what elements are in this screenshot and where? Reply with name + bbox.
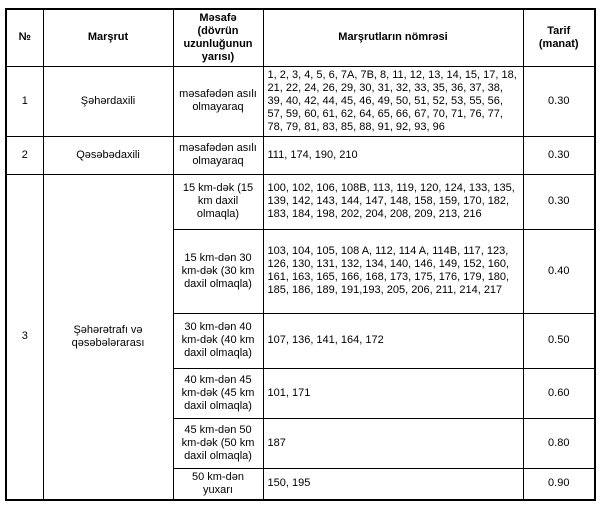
header-tariff: Tarif (manat): [523, 9, 595, 66]
row3-sub5-distance: 45 km-dən 50 km-dək (50 km daxil olmaqla): [173, 418, 263, 468]
row3-sub1-tariff: 0.30: [523, 174, 595, 229]
header-route: Marşrut: [43, 9, 173, 66]
row2-no: 2: [6, 136, 43, 174]
row3-sub3-tariff: 0.50: [523, 313, 595, 368]
row1-route: Şəhərdaxili: [43, 66, 173, 136]
row3-sub3-numbers: 107, 136, 141, 164, 172: [263, 313, 523, 368]
header-distance: Məsafə (dövrün uzunluğunun yarısı): [173, 9, 263, 66]
route-tariff-table: [5, 8, 596, 501]
row3-sub6-numbers: 150, 195: [263, 468, 523, 499]
row2-tariff: 0.30: [523, 136, 595, 174]
row3-sub4-tariff: 0.60: [523, 368, 595, 418]
row2-distance: məsafədən asılı olmayaraq: [173, 136, 263, 174]
row3-route: Şəhərətrafı və qəsəbələrarası: [43, 174, 173, 499]
row3-sub5-tariff: 0.80: [523, 418, 595, 468]
row3-no: 3: [6, 174, 43, 499]
row3-sub4-numbers: 101, 171: [263, 368, 523, 418]
table-header-row: [6, 9, 595, 66]
row3-sub2-distance: 15 km-dən 30 km-dək (30 km daxil olmaqla): [173, 229, 263, 313]
row3-sub2-numbers: 103, 104, 105, 108 A, 112, 114 A, 114B, 117, 123, 126, 130, 131, 132, 134, 140, 146, 149, 152, 160, 161, 163, 165, 166, 168, 173, 175, 176, 179, 180, 185, 186, 189, 191,193, 205, 206, 211, 214, 217: [263, 229, 523, 313]
table-row: [6, 174, 595, 229]
row2-numbers: 111, 174, 190, 210: [263, 136, 523, 174]
header-route-numbers: Marşrutların nömrəsi: [263, 9, 523, 66]
row3-sub4-distance: 40 km-dən 45 km-dək (45 km daxil olmaqla): [173, 368, 263, 418]
row3-sub6-tariff: 0.90: [523, 468, 595, 499]
row1-distance: məsafədən asılı olmayaraq: [173, 66, 263, 136]
row3-sub2-tariff: 0.40: [523, 229, 595, 313]
row1-numbers: 1, 2, 3, 4, 5, 6, 7A, 7B, 8, 11, 12, 13, 14, 15, 17, 18, 21, 22, 24, 26, 29, 30, 31, 32, 33, 35, 36, 37, 38, 39, 40, 42, 44, 45, 46, 49, 50, 51, 52, 53, 55, 56, 57, 59, 60, 61, 62, 64, 65, 66, 67, 70, 71, 76, 77, 78, 79, 81, 83, 85, 88, 91, 92, 93, 96: [263, 66, 523, 136]
row2-route: Qəsəbədaxili: [43, 136, 173, 174]
row3-sub6-distance: 50 km-dən yuxarı: [173, 468, 263, 499]
header-no: №: [6, 9, 43, 66]
row3-sub1-numbers: 100, 102, 106, 108B, 113, 119, 120, 124, 133, 135, 139, 142, 143, 144, 147, 148, 158, 159, 170, 182, 183, 184, 198, 202, 204, 208, 209, 213, 216: [263, 174, 523, 229]
table-row: [6, 136, 595, 174]
row3-sub1-distance: 15 km-dək (15 km daxil olmaqla): [173, 174, 263, 229]
row1-tariff: 0.30: [523, 66, 595, 136]
row3-sub3-distance: 30 km-dən 40 km-dək (40 km daxil olmaqla): [173, 313, 263, 368]
table-row: [6, 66, 595, 136]
row3-sub5-numbers: 187: [263, 418, 523, 468]
row1-no: 1: [6, 66, 43, 136]
